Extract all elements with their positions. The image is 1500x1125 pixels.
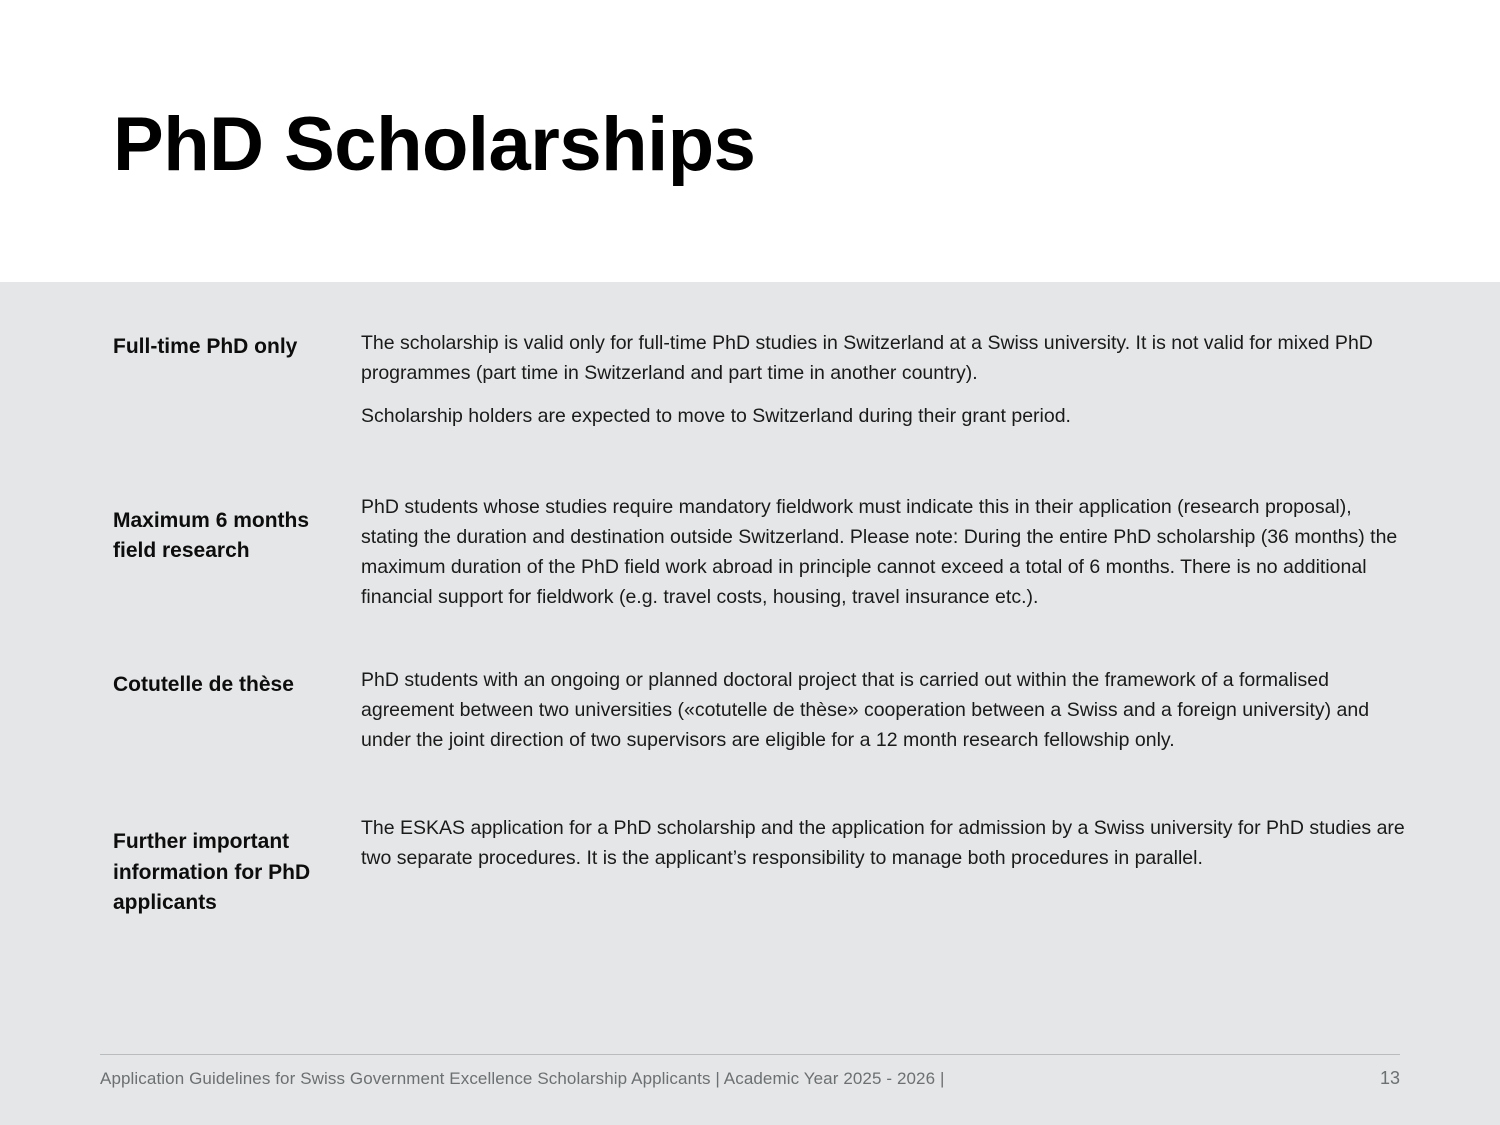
row-body — [361, 328, 1413, 432]
footer-text: Application Guidelines for Swiss Government Excellence Scholarship Applicants | Academic Year 2025 - 2026 | — [100, 1069, 945, 1088]
row-label: Further important information for PhD applicants — [113, 830, 311, 915]
row-label: Maximum 6 months field research — [113, 508, 310, 563]
row-paragraph: The ESKAS application for a PhD scholarship and the application for admission by a Swiss university for PhD studies are two separate procedures. It is the applicant’s responsibility to manage both procedures in parallel. — [361, 817, 1405, 870]
table-row — [113, 665, 1413, 756]
row-paragraph: PhD students whose studies require mandatory fieldwork must indicate this in their application (research proposal), stating the duration and destination outside Switzerland. Please note: During the entire PhD scholarship (36 months) the maximum duration of the PhD field work abroad in principle cannot exceed a total of 6 months. There is no additional financial support for fieldwork (e.g. travel costs, housing, travel insurance etc.). — [361, 495, 1398, 609]
row-paragraph: PhD students with an ongoing or planned doctoral project that is carried out within the framework of a formalised agreement between two universities («cotutelle de thèse» cooperation between a Swiss and a foreign university) and under the joint direction of two supervisors are eligible for a 12 month research fellowship only. — [361, 668, 1370, 751]
page-title: PhD Scholarships — [113, 102, 756, 187]
row-label: Full-time PhD only — [113, 335, 298, 358]
slide-footer — [100, 1054, 1400, 1089]
page-number: 13 — [1379, 1068, 1400, 1088]
content-band — [0, 282, 1500, 1125]
row-body — [361, 813, 1413, 873]
table-row — [113, 328, 1413, 432]
row-label: Cotutelle de thèse — [113, 672, 294, 696]
content-table — [113, 328, 1413, 973]
row-paragraph: Scholarship holders are expected to move to Switzerland during their grant period. — [361, 405, 1071, 428]
table-row — [113, 813, 1413, 918]
row-body — [361, 492, 1413, 613]
table-row — [113, 492, 1413, 613]
title-band — [0, 0, 1500, 282]
row-paragraph: The scholarship is valid only for full-time PhD studies in Switzerland at a Swiss university. It is not valid for mixed PhD programmes (part time in Switzerland and part time in another country). — [361, 332, 1373, 385]
row-body — [361, 665, 1413, 756]
